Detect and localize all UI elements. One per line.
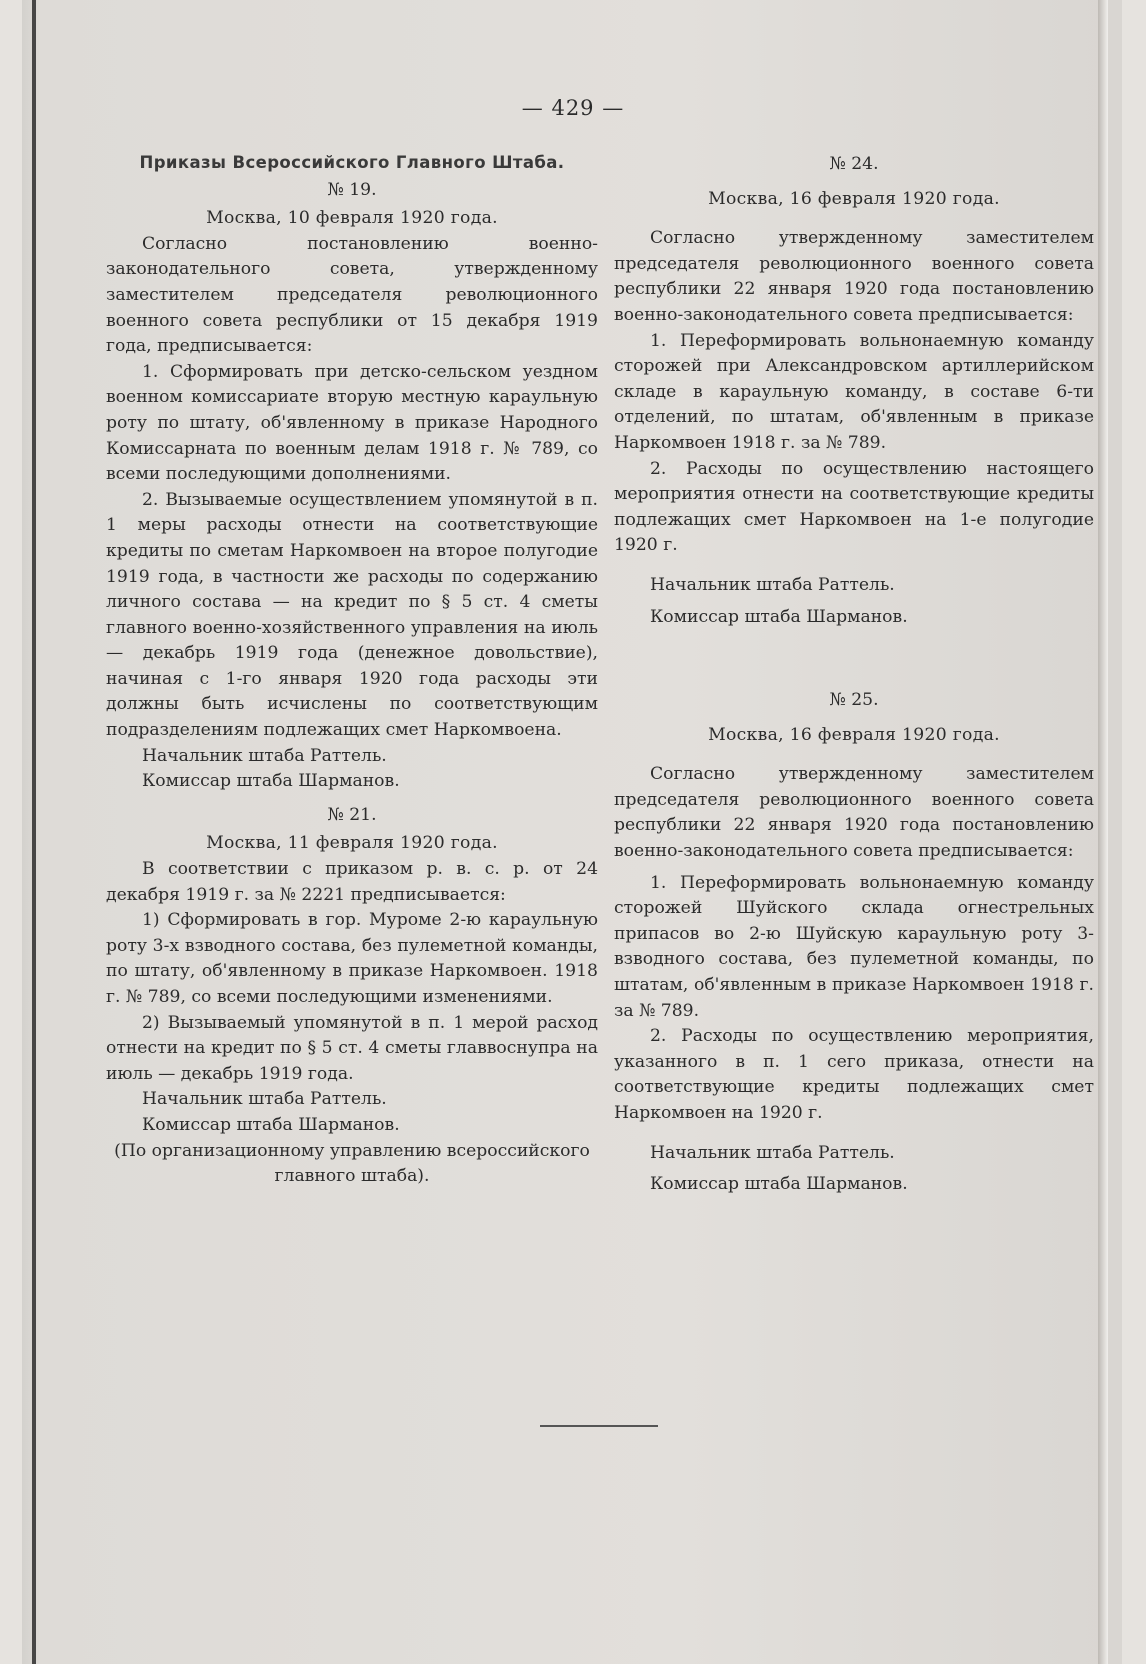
order-place-date: Москва, 16 февраля 1920 года. (708, 724, 1000, 745)
order-place-date: Москва, 10 февраля 1920 года. (206, 208, 498, 229)
right-column (614, 150, 1094, 1198)
signature-commissar: Комиссар штаба Шарманов. (142, 1114, 400, 1135)
signature-chief: Начальник штаба Раттель. (650, 574, 895, 595)
signature-commissar: Комиссар штаба Шарманов. (142, 771, 400, 792)
order-footnote: (По организационному управлению всероссийского главного штаба). (114, 1140, 590, 1187)
footer-divider (540, 1425, 658, 1427)
signature-chief: Начальник штаба Раттель. (142, 745, 387, 766)
page-left-edge (32, 0, 36, 1664)
signature-chief: Начальник штаба Раттель. (650, 1142, 895, 1163)
order-25 (614, 688, 1094, 1198)
order-paragraph-1: 1. Переформировать вольнонаемную команду сторожей при Александровском артиллерийском складе в караульную команду, в составе 6-ти отделений, по штатам, об'явленным в приказе Наркомвоен 1918 г. за № 789. (614, 330, 1094, 453)
signature-commissar: Комиссар штаба Шарманов. (650, 1174, 908, 1195)
order-paragraph-2: 2. Вызываемые осуществлением упомянутой в п. 1 меры расходы отнести на соответствующие кредиты по сметам Наркомвоен на второе полугодие 1919 года, в частности же расходы по содержанию личного состава — на кредит по § 5 ст. 4 сметы главного военно-хозяйственного управления на июль — декабрь 1919 года (денежное довольствие), начиная с 1-го января 1920 года расходы эти должны быть исчислены по соответствующим подразделениям подлежащих смет Наркомвоена. (106, 489, 598, 741)
order-24 (614, 152, 1094, 630)
left-column (106, 150, 598, 1190)
page-number: — 429 — (521, 96, 625, 120)
order-number: № 25. (829, 690, 879, 711)
order-paragraph-2: 2. Расходы по осуществлению настоящего мероприятия отнести на соответствующие кредиты подлежащих смет Наркомвоен на 1-е полугодие 1920 г. (614, 458, 1094, 556)
order-paragraph-2: 2. Расходы по осуществлению мероприятия, указанного в п. 1 сего приказа, отнести на соответствующие кредиты подлежащих смет Наркомвоен на 1920 г. (614, 1026, 1094, 1123)
order-intro: Согласно утвержденному заместителем председателя революционного военного совета республики 22 января 1920 года постановлению военно-законодательного совета предписывается: (614, 228, 1094, 325)
order-19 (106, 178, 598, 795)
order-place-date: Москва, 16 февраля 1920 года. (708, 188, 1000, 209)
section-heading: Приказы Всероссийского Главного Штаба. (139, 153, 565, 172)
order-place-date: Москва, 11 февраля 1920 года. (206, 833, 498, 854)
order-number: № 24. (829, 154, 879, 174)
order-intro: В соответствии с приказом р. в. с. р. от 24 декабря 1919 г. за № 2221 предписывается: (106, 859, 598, 905)
order-intro: Согласно утвержденному заместителем председателя революционного военного совета республики 22 января 1920 года постановлению военно-законодательного совета предписывается: (614, 764, 1094, 862)
signature-chief: Начальник штаба Раттель. (142, 1089, 387, 1110)
order-paragraph-2: 2) Вызываемый упомянутой в п. 1 мерой расход отнести на кредит по § 5 ст. 4 сметы главвоснупра на июль — декабрь 1919 года. (106, 1012, 598, 1084)
order-paragraph-1: 1) Сформировать в гор. Муроме 2-ю караульную роту 3-х взводного состава, без пулеметной команды, по штату, об'явленному в приказе Наркомвоен. 1918 г. № 789, со всеми последующими изменениями. (106, 910, 598, 1007)
signature-commissar: Комиссар штаба Шарманов. (650, 606, 908, 627)
order-21 (106, 803, 598, 1190)
order-paragraph-1: 1. Переформировать вольнонаемную команду сторожей Шуйского склада огнестрельных припасов во 2-ю Шуйскую караульную роту 3-взводного состава, без пулеметной команды, по штатам, об'явленным в приказе Наркомвоен 1918 г. за № 789. (614, 872, 1094, 1021)
order-intro: Согласно постановлению военно-законодательного совета, утвержденному заместителем председателя революционного военного совета республики от 15 декабря 1919 года, предписывается: (106, 233, 598, 357)
order-number: № 19. (327, 179, 377, 200)
order-paragraph-1: 1. Сформировать при детско-сельском уездном военном комиссариате вторую местную караульную роту по штату, об'явленному в приказе Народного Комиссарната по военным делам 1918 г. № 789, со всеми последующими дополнениями. (106, 361, 598, 485)
page-right-edge (1098, 0, 1108, 1664)
order-number: № 21. (327, 804, 377, 825)
